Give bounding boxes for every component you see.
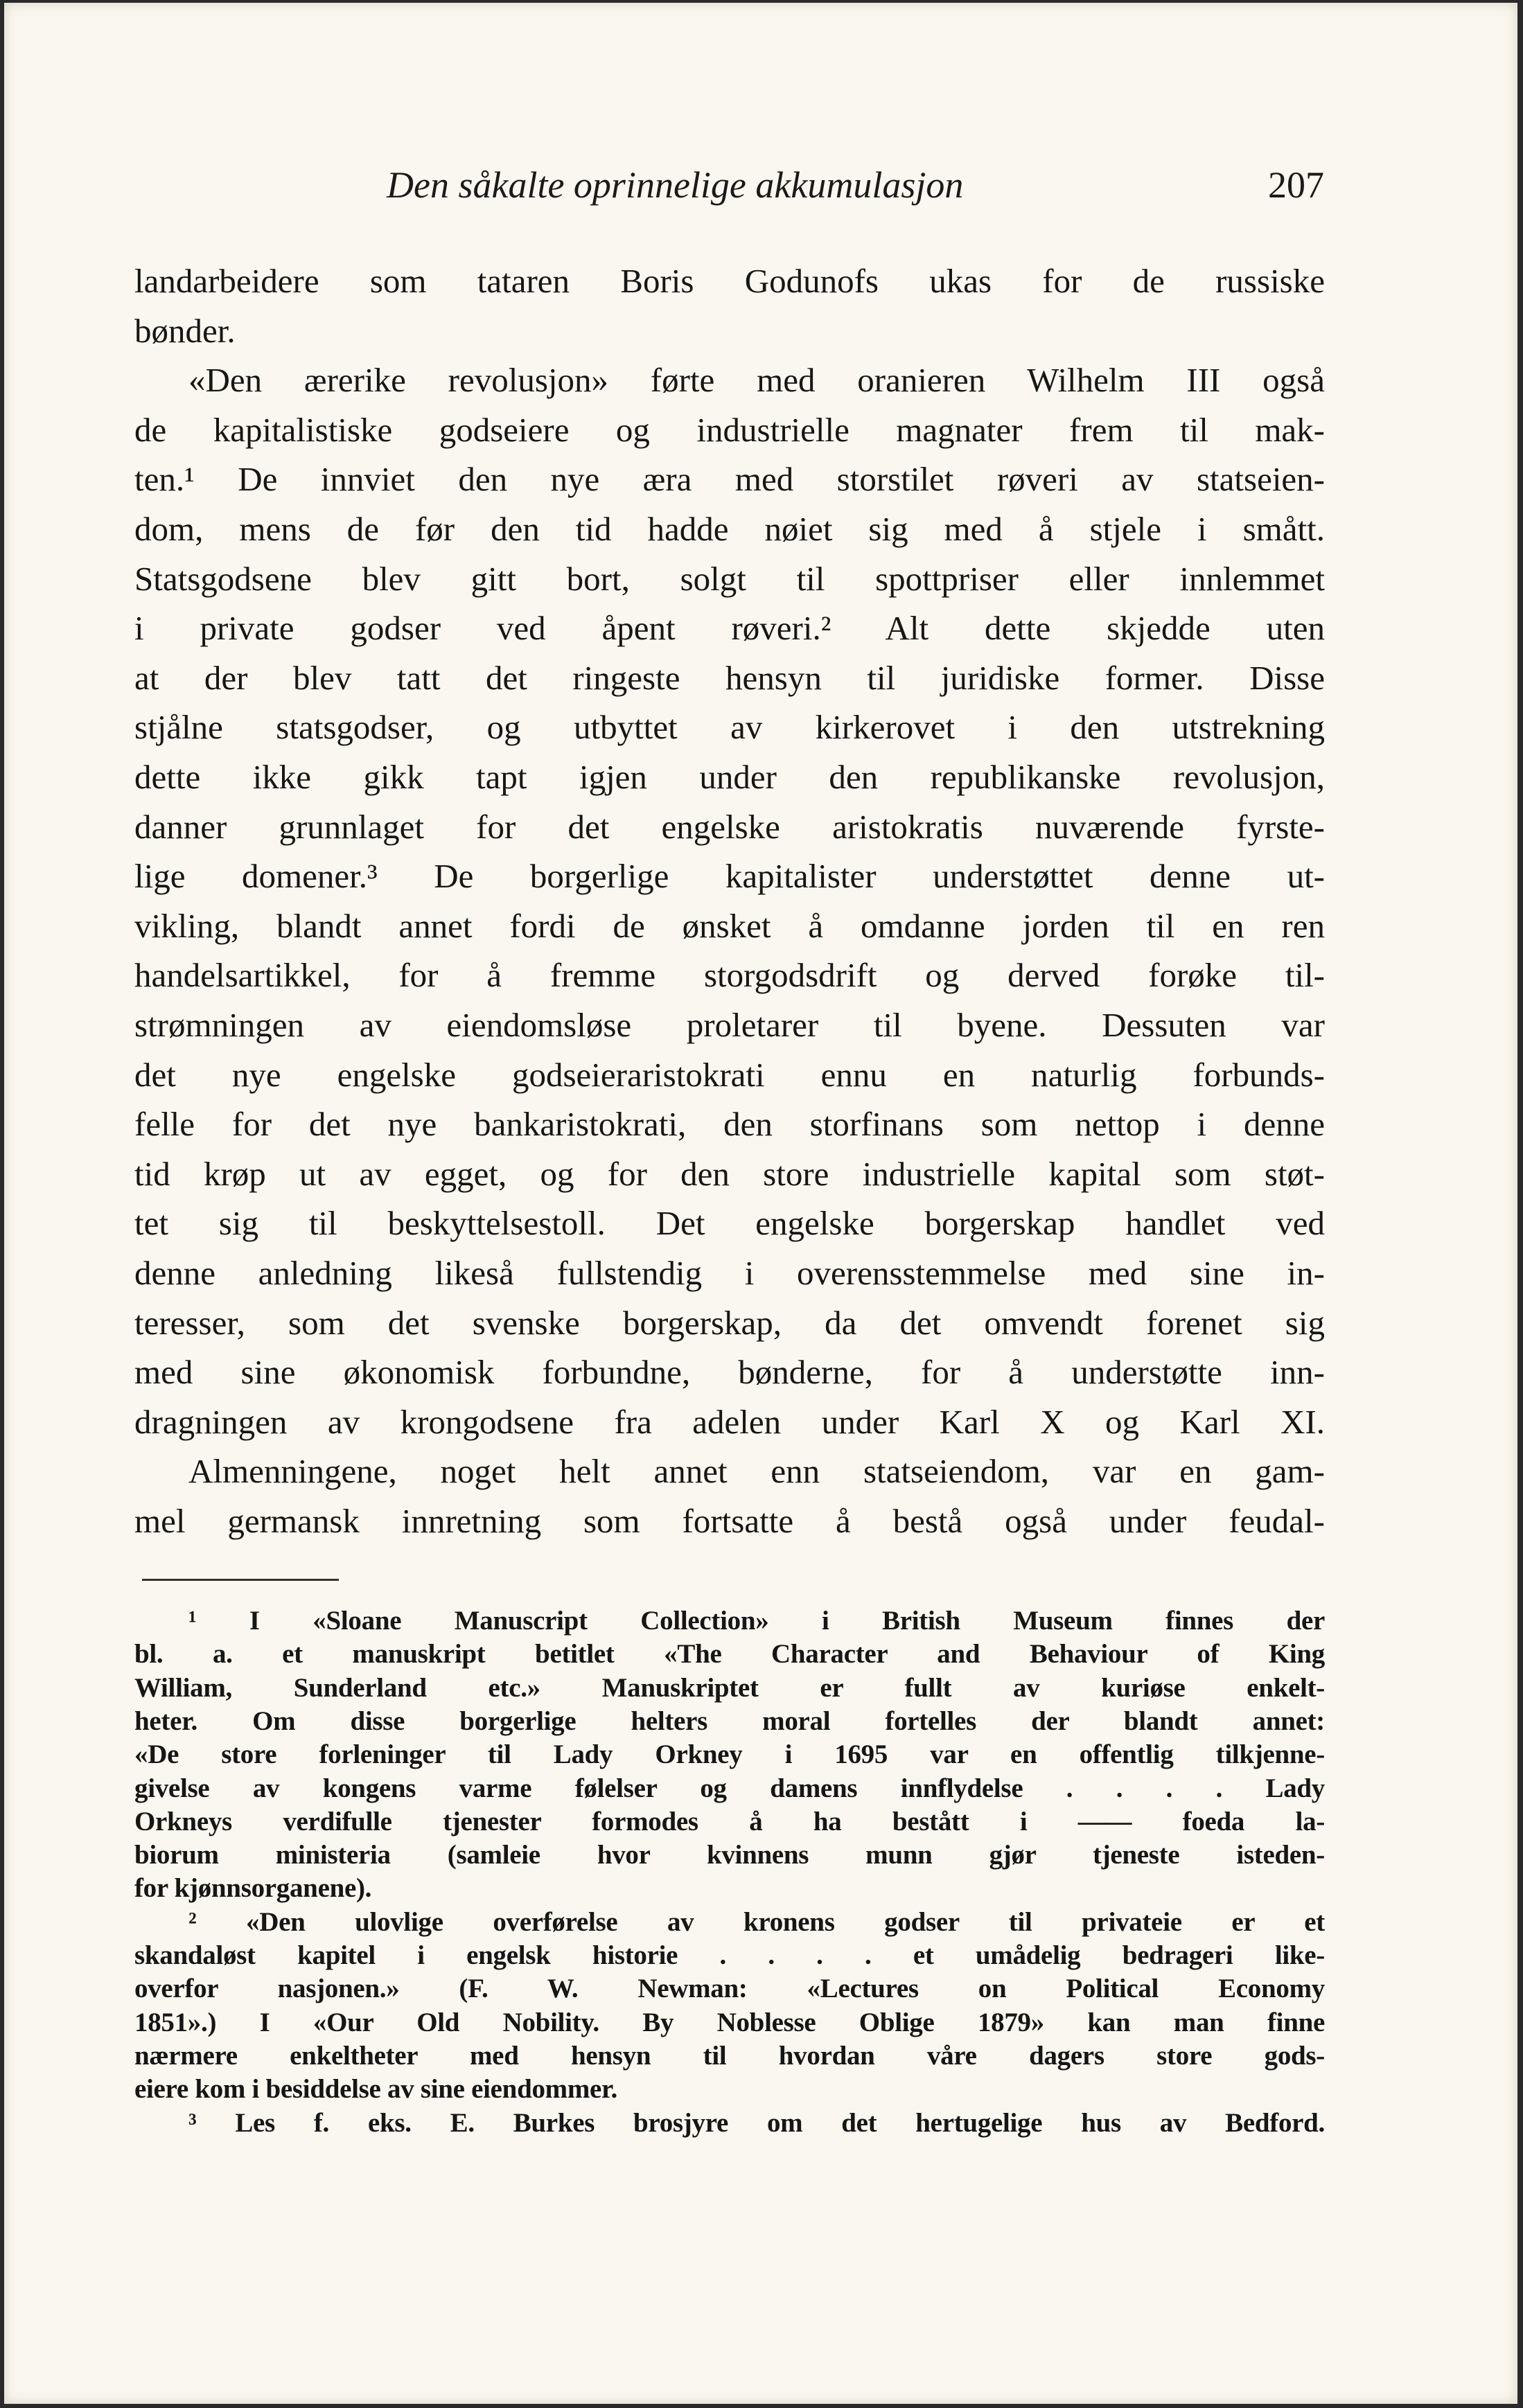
footnote-line: 1851».) I «Our Old Nobility. By Noblesse Oblige 1879» kan man finne	[134, 2007, 1325, 2037]
body-line: danner grunnlaget for det engelske aristokratis nuværende fyrste-	[134, 807, 1325, 846]
body-line: bønder.	[134, 311, 236, 350]
body-line: det nye engelske godseieraristokrati ennu en naturlig forbunds-	[134, 1055, 1325, 1094]
body-line: dragningen av krongodsene fra adelen under Karl X og Karl XI.	[134, 1402, 1325, 1441]
footnote-line: «De store forleninger til Lady Orkney i 1695 var en offentlig tilkjenne-	[134, 1739, 1325, 1770]
body-line: tid krøp ut av egget, og for den store industrielle kapital som støt-	[134, 1154, 1325, 1193]
body-line: tet sig til beskyttelsestoll. Det engelske borgerskap handlet ved	[134, 1204, 1325, 1243]
body-line: vikling, blandt annet fordi de ønsket å omdanne jorden til en ren	[134, 906, 1325, 945]
page-number: 207	[1268, 164, 1324, 206]
book-page	[4, 3, 1517, 2404]
footnote-line: nærmere enkeltheter med hensyn til hvordan våre dagers store gods-	[134, 2040, 1325, 2071]
body-line: ten.¹ De innviet den nye æra med storstilet røveri av statseien-	[134, 460, 1325, 499]
body-line: at der blev tatt det ringeste hensyn til juridiske former. Disse	[134, 658, 1325, 697]
footnote-line: givelse av kongens varme følelser og damens innflydelse . . . . Lady	[134, 1773, 1325, 1803]
footnote-line: ¹ I «Sloane Manuscript Collection» i British Museum finnes der	[188, 1606, 1325, 1636]
body-line: dette ikke gikk tapt igjen under den republikanske revolusjon,	[134, 758, 1325, 796]
footnote-line: biorum ministeria (samleie hvor kvinnens munn gjør tjeneste isteden-	[134, 1840, 1325, 1870]
body-line: «Den ærerike revolusjon» førte med oranieren Wilhelm III også	[188, 361, 1325, 400]
footnote-line: William, Sunderland etc.» Manuskriptet er fullt av kuriøse enkelt-	[134, 1672, 1325, 1703]
body-line: med sine økonomisk forbundne, bønderne, for å understøtte inn-	[134, 1353, 1325, 1392]
footnote-line: overfor nasjonen.» (F. W. Newman: «Lectures on Political Economy	[134, 1974, 1325, 2004]
footnote-line: heter. Om disse borgerlige helters moral fortelles der blandt annet:	[134, 1706, 1325, 1736]
body-line: landarbeidere som tataren Boris Godunofs ukas for de russiske	[134, 262, 1325, 300]
footnote-line: eiere kom i besiddelse av sine eiendommer.	[134, 2074, 617, 2105]
footnote-line: ² «Den ulovlige overførelse av kronens godser til privateie er et	[188, 1906, 1325, 1937]
running-title: Den såkalte oprinnelige akkumulasjon	[387, 164, 964, 206]
footnote-line: skandaløst kapitel i engelsk historie . . . . et umådelig bedrageri like-	[134, 1940, 1325, 1970]
body-line: de kapitalistiske godseiere og industrielle magnater frem til mak-	[134, 410, 1325, 449]
body-line: lige domener.³ De borgerlige kapitalister understøttet denne ut-	[134, 857, 1325, 896]
footnote-divider	[142, 1579, 339, 1581]
body-line: Almenningene, noget helt annet enn statseiendom, var en gam-	[188, 1452, 1325, 1491]
body-line: Statsgodsene blev gitt bort, solgt til spottpriser eller innlemmet	[134, 559, 1325, 598]
body-line: stjålne statsgodser, og utbyttet av kirkerovet i den utstrekning	[134, 708, 1325, 747]
body-line: mel germansk innretning som fortsatte å bestå også under feudal-	[134, 1502, 1325, 1540]
footnote-line: Orkneys verdifulle tjenester formodes å ha bestått i —— foeda la-	[134, 1806, 1325, 1836]
body-line: felle for det nye bankaristokrati, den storfinans som nettop i denne	[134, 1105, 1325, 1144]
body-line: teresser, som det svenske borgerskap, da det omvendt forenet sig	[134, 1303, 1325, 1342]
body-line: i private godser ved åpent røveri.² Alt dette skjedde uten	[134, 609, 1325, 648]
body-line: handelsartikkel, for å fremme storgodsdrift og derved forøke til-	[134, 956, 1325, 995]
body-line: strømningen av eiendomsløse proletarer til byene. Dessuten var	[134, 1006, 1325, 1044]
body-line: denne anledning likeså fullstendig i overensstemmelse med sine in-	[134, 1254, 1325, 1292]
body-line: dom, mens de før den tid hadde nøiet sig med å stjele i smått.	[134, 510, 1325, 548]
footnote-line: for kjønnsorganene).	[134, 1873, 372, 1904]
footnote-line: ³ Les f. eks. E. Burkes brosjyre om det hertugelige hus av Bedford.	[188, 2107, 1325, 2138]
footnote-line: bl. a. et manuskript betitlet «The Character and Behaviour of King	[134, 1639, 1325, 1670]
